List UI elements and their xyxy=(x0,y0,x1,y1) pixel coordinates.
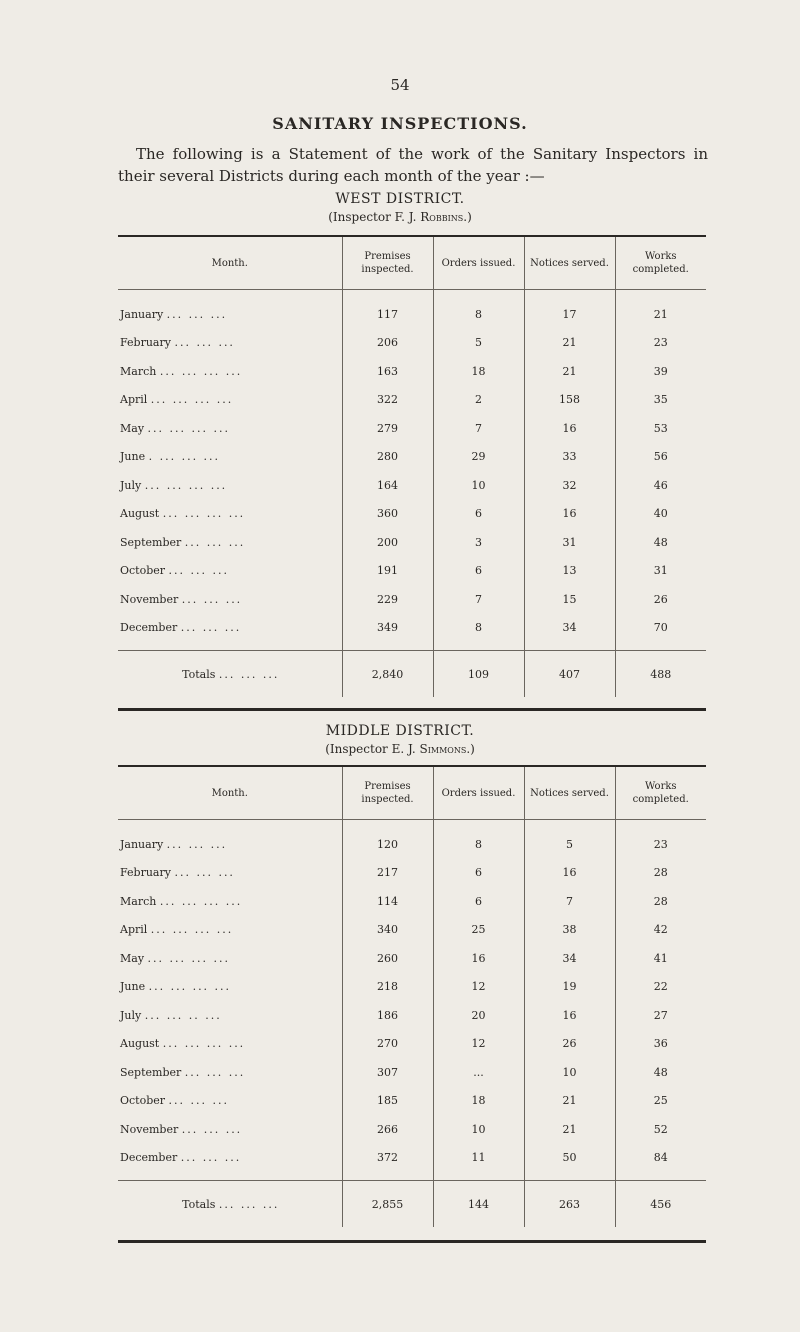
west-district-table xyxy=(118,237,706,697)
notices-cell: 16 xyxy=(524,500,615,529)
table-row xyxy=(118,386,706,415)
month-cell: August ... ... ... ... xyxy=(120,507,246,521)
month-cell: May ... ... ... ... xyxy=(120,951,230,965)
premises-cell: 186 xyxy=(342,1001,433,1030)
table-row xyxy=(118,471,706,500)
intro-paragraph: The following is a Statement of the work of the Sanitary Inspectors in their several Districts during each month of the year :— xyxy=(118,145,708,185)
notices-cell: 38 xyxy=(524,916,615,945)
orders-cell: 7 xyxy=(433,585,524,614)
notices-cell: 21 xyxy=(524,1115,615,1144)
month-cell: June . ... ... ... xyxy=(120,450,221,464)
works-cell: 23 xyxy=(615,329,706,358)
premises-cell: 218 xyxy=(342,973,433,1002)
orders-cell: 10 xyxy=(433,1115,524,1144)
month-cell: December ... ... ... xyxy=(120,1151,242,1165)
notices-cell: 15 xyxy=(524,585,615,614)
notices-cell: 32 xyxy=(524,471,615,500)
orders-cell: 7 xyxy=(433,414,524,443)
orders-cell: 16 xyxy=(433,944,524,973)
notices-cell: 5 xyxy=(524,820,615,859)
column-header-works: Works completed. xyxy=(615,237,706,290)
month-cell: October ... ... ... xyxy=(120,564,229,578)
orders-cell: 6 xyxy=(433,859,524,888)
works-cell: 56 xyxy=(615,443,706,472)
table-row xyxy=(118,557,706,586)
month-cell: April ... ... ... ... xyxy=(120,393,234,407)
notices-cell: 31 xyxy=(524,528,615,557)
notices-cell: 158 xyxy=(524,386,615,415)
works-cell: 48 xyxy=(615,1058,706,1087)
premises-cell: 217 xyxy=(342,859,433,888)
orders-cell: ... xyxy=(433,1058,524,1087)
table-row xyxy=(118,916,706,945)
month-cell: August ... ... ... ... xyxy=(120,1037,246,1051)
table-row xyxy=(118,357,706,386)
table-row xyxy=(118,944,706,973)
notices-cell: 7 xyxy=(524,887,615,916)
notices-cell: 21 xyxy=(524,329,615,358)
works-cell: 36 xyxy=(615,1030,706,1059)
premises-cell: 163 xyxy=(342,357,433,386)
premises-cell: 120 xyxy=(342,820,433,859)
notices-cell: 21 xyxy=(524,357,615,386)
column-header-orders: Orders issued. xyxy=(433,237,524,290)
table-row xyxy=(118,887,706,916)
month-cell: September ... ... ... xyxy=(120,535,246,549)
orders-cell: 6 xyxy=(433,557,524,586)
premises-cell: 340 xyxy=(342,916,433,945)
premises-cell: 372 xyxy=(342,1144,433,1181)
table-row xyxy=(118,443,706,472)
month-cell: October ... ... ... xyxy=(120,1094,229,1108)
works-cell: 46 xyxy=(615,471,706,500)
works-cell: 53 xyxy=(615,414,706,443)
column-header-notices: Notices served. xyxy=(524,237,615,290)
table-row xyxy=(118,500,706,529)
table-row xyxy=(118,614,706,651)
works-cell: 42 xyxy=(615,916,706,945)
month-cell: April ... ... ... ... xyxy=(120,923,234,937)
month-cell: March ... ... ... ... xyxy=(120,894,243,908)
orders-cell: 2 xyxy=(433,386,524,415)
premises-cell: 266 xyxy=(342,1115,433,1144)
month-cell: July ... ... ... ... xyxy=(120,478,228,492)
middle-district-table xyxy=(118,767,706,1227)
month-cell: June ... ... ... ... xyxy=(120,980,232,994)
month-cell: January ... ... ... xyxy=(120,307,228,321)
notices-cell: 10 xyxy=(524,1058,615,1087)
column-header-month: Month. xyxy=(118,237,342,290)
notices-cell: 26 xyxy=(524,1030,615,1059)
orders-cell: 12 xyxy=(433,1030,524,1059)
page-number: 54 xyxy=(390,76,410,94)
middle-inspector: (Inspector E. J. Simmons.) xyxy=(325,742,475,756)
premises-cell: 279 xyxy=(342,414,433,443)
table-row xyxy=(118,1144,706,1181)
orders-cell: 25 xyxy=(433,916,524,945)
orders-cell: 8 xyxy=(433,290,524,329)
table-row xyxy=(118,329,706,358)
west-table-bottom-rule xyxy=(118,708,706,711)
notices-cell: 16 xyxy=(524,1001,615,1030)
west-inspector: (Inspector F. J. Robbins.) xyxy=(328,210,472,224)
page-title: SANITARY INSPECTIONS. xyxy=(272,114,528,133)
works-cell: 26 xyxy=(615,585,706,614)
notices-cell: 33 xyxy=(524,443,615,472)
column-header-premises: Premises inspected. xyxy=(342,767,433,820)
month-cell: January ... ... ... xyxy=(120,837,228,851)
month-cell: February ... ... ... xyxy=(120,866,235,880)
premises-cell: 191 xyxy=(342,557,433,586)
works-total: 456 xyxy=(615,1181,706,1228)
notices-cell: 34 xyxy=(524,944,615,973)
orders-cell: 8 xyxy=(433,820,524,859)
orders-total: 109 xyxy=(433,651,524,698)
table-row xyxy=(118,1030,706,1059)
notices-cell: 13 xyxy=(524,557,615,586)
notices-cell: 50 xyxy=(524,1144,615,1181)
month-cell: November ... ... ... xyxy=(120,1122,243,1136)
notices-cell: 34 xyxy=(524,614,615,651)
table-row xyxy=(118,859,706,888)
works-cell: 41 xyxy=(615,944,706,973)
orders-cell: 6 xyxy=(433,500,524,529)
table-row xyxy=(118,820,706,859)
works-cell: 27 xyxy=(615,1001,706,1030)
premises-cell: 206 xyxy=(342,329,433,358)
column-header-works: Works completed. xyxy=(615,767,706,820)
totals-row xyxy=(118,651,706,698)
totals-label: Totals ... ... ... xyxy=(118,651,342,698)
premises-cell: 229 xyxy=(342,585,433,614)
orders-cell: 5 xyxy=(433,329,524,358)
totals-label: Totals ... ... ... xyxy=(118,1181,342,1228)
orders-cell: 10 xyxy=(433,471,524,500)
orders-cell: 11 xyxy=(433,1144,524,1181)
works-cell: 48 xyxy=(615,528,706,557)
orders-cell: 12 xyxy=(433,973,524,1002)
orders-cell: 8 xyxy=(433,614,524,651)
works-cell: 84 xyxy=(615,1144,706,1181)
west-district-title: WEST DISTRICT. xyxy=(335,191,465,207)
works-cell: 23 xyxy=(615,820,706,859)
totals-row xyxy=(118,1181,706,1228)
notices-cell: 17 xyxy=(524,290,615,329)
works-cell: 70 xyxy=(615,614,706,651)
premises-cell: 117 xyxy=(342,290,433,329)
orders-cell: 6 xyxy=(433,887,524,916)
table-row xyxy=(118,585,706,614)
notices-cell: 16 xyxy=(524,414,615,443)
month-cell: July ... ... .. ... xyxy=(120,1008,222,1022)
orders-cell: 3 xyxy=(433,528,524,557)
notices-cell: 19 xyxy=(524,973,615,1002)
column-header-orders: Orders issued. xyxy=(433,767,524,820)
notices-cell: 21 xyxy=(524,1087,615,1116)
orders-total: 144 xyxy=(433,1181,524,1228)
works-cell: 40 xyxy=(615,500,706,529)
notices-cell: 16 xyxy=(524,859,615,888)
month-cell: March ... ... ... ... xyxy=(120,364,243,378)
works-cell: 28 xyxy=(615,859,706,888)
west-table-body xyxy=(118,290,706,698)
premises-cell: 270 xyxy=(342,1030,433,1059)
premises-cell: 114 xyxy=(342,887,433,916)
column-header-premises: Premises inspected. xyxy=(342,237,433,290)
works-cell: 25 xyxy=(615,1087,706,1116)
table-row xyxy=(118,1001,706,1030)
works-cell: 35 xyxy=(615,386,706,415)
premises-cell: 349 xyxy=(342,614,433,651)
month-cell: May ... ... ... ... xyxy=(120,421,230,435)
premises-total: 2,855 xyxy=(342,1181,433,1228)
column-header-notices: Notices served. xyxy=(524,767,615,820)
premises-cell: 164 xyxy=(342,471,433,500)
middle-table-body xyxy=(118,820,706,1228)
orders-cell: 18 xyxy=(433,1087,524,1116)
table-row xyxy=(118,1058,706,1087)
orders-cell: 18 xyxy=(433,357,524,386)
works-cell: 52 xyxy=(615,1115,706,1144)
table-row xyxy=(118,290,706,329)
month-cell: September ... ... ... xyxy=(120,1065,246,1079)
middle-table-bottom-rule xyxy=(118,1240,706,1243)
notices-total: 263 xyxy=(524,1181,615,1228)
orders-cell: 29 xyxy=(433,443,524,472)
premises-total: 2,840 xyxy=(342,651,433,698)
works-cell: 22 xyxy=(615,973,706,1002)
table-row xyxy=(118,1087,706,1116)
works-cell: 21 xyxy=(615,290,706,329)
table-row xyxy=(118,1115,706,1144)
table-row xyxy=(118,414,706,443)
premises-cell: 260 xyxy=(342,944,433,973)
month-cell: December ... ... ... xyxy=(120,621,242,635)
middle-district-title: MIDDLE DISTRICT. xyxy=(325,723,475,739)
column-header-month: Month. xyxy=(118,767,342,820)
notices-total: 407 xyxy=(524,651,615,698)
works-cell: 31 xyxy=(615,557,706,586)
table-row xyxy=(118,973,706,1002)
premises-cell: 360 xyxy=(342,500,433,529)
premises-cell: 307 xyxy=(342,1058,433,1087)
works-cell: 28 xyxy=(615,887,706,916)
premises-cell: 185 xyxy=(342,1087,433,1116)
works-cell: 39 xyxy=(615,357,706,386)
premises-cell: 200 xyxy=(342,528,433,557)
month-cell: November ... ... ... xyxy=(120,592,243,606)
month-cell: February ... ... ... xyxy=(120,336,235,350)
table-row xyxy=(118,528,706,557)
works-total: 488 xyxy=(615,651,706,698)
orders-cell: 20 xyxy=(433,1001,524,1030)
premises-cell: 322 xyxy=(342,386,433,415)
premises-cell: 280 xyxy=(342,443,433,472)
